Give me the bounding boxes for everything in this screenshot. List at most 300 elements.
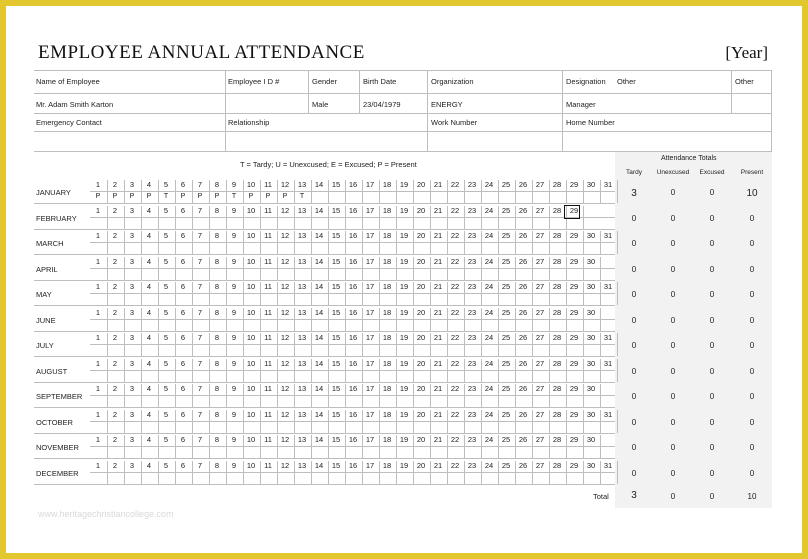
day-number: 23 <box>467 180 477 189</box>
day-number: 15 <box>331 231 341 240</box>
day-number: 13 <box>297 282 307 291</box>
day-number: 27 <box>535 231 545 240</box>
row-divider <box>90 268 615 269</box>
day-number: 9 <box>231 435 237 444</box>
month-total-excused: 0 <box>709 443 715 452</box>
day-number: 23 <box>467 282 477 291</box>
day-number: 9 <box>231 231 237 240</box>
attendance-legend: T = Tardy; U = Unexcused; E = Excused; P = Present <box>240 160 417 169</box>
attendance-cell[interactable]: P <box>180 193 186 200</box>
day-number: 5 <box>163 231 169 240</box>
day-number: 15 <box>331 256 341 266</box>
day-number: 19 <box>399 282 409 291</box>
day-number: 30 <box>586 333 596 342</box>
day-number: 12 <box>280 282 290 291</box>
day-number: 10 <box>246 205 256 215</box>
attendance-cell[interactable]: P <box>112 193 118 200</box>
birth-date-value[interactable]: 23/04/1979 <box>363 100 401 109</box>
day-number: 20 <box>416 435 426 444</box>
day-number: 8 <box>214 180 220 189</box>
organization-value[interactable]: ENERGY <box>431 100 463 109</box>
attendance-cell[interactable]: P <box>146 193 152 200</box>
row-divider <box>34 203 615 204</box>
row-divider <box>90 293 615 294</box>
month-total-excused: 0 <box>709 264 715 274</box>
day-number: 2 <box>112 333 118 342</box>
day-number: 9 <box>231 256 237 266</box>
day-number: 24 <box>484 333 494 342</box>
day-number: 11 <box>264 333 272 342</box>
day-number: 26 <box>518 205 528 215</box>
day-number: 12 <box>280 358 290 368</box>
month-total-unexcused: 0 <box>670 468 676 478</box>
day-number: 24 <box>484 282 494 291</box>
day-number: 24 <box>484 231 494 240</box>
day-number: 14 <box>314 358 324 368</box>
day-number: 6 <box>180 231 186 240</box>
day-number: 30 <box>586 307 596 317</box>
attendance-cell[interactable]: T <box>299 193 305 200</box>
day-number: 4 <box>146 435 152 444</box>
attendance-cell[interactable]: P <box>265 193 271 200</box>
day-number: 21 <box>433 231 443 240</box>
year-field[interactable]: [Year] <box>725 43 768 62</box>
day-number: 22 <box>450 282 460 291</box>
month-total-tardy: 0 <box>631 366 637 376</box>
day-number: 25 <box>501 282 511 291</box>
total-unexcused: 0 <box>670 492 676 501</box>
day-number: 30 <box>586 435 596 444</box>
day-number: 18 <box>382 180 392 189</box>
day-number: 19 <box>399 333 409 342</box>
day-number: 26 <box>518 307 528 317</box>
day-number: 4 <box>146 256 152 266</box>
day-number: 23 <box>467 384 477 393</box>
day-number: 8 <box>214 231 220 240</box>
day-number: 7 <box>197 282 203 291</box>
month-total-tardy: 0 <box>631 468 637 478</box>
tardy-header: Tardy <box>626 169 642 176</box>
day-number: 8 <box>214 358 220 368</box>
month-total-excused: 0 <box>709 366 715 376</box>
month-label: MARCH <box>36 239 64 248</box>
day-number: 6 <box>180 333 186 342</box>
day-number: 27 <box>535 384 545 393</box>
day-number: 4 <box>146 231 152 240</box>
day-number: 10 <box>246 333 256 342</box>
month-total-tardy: 0 <box>631 443 637 452</box>
day-number: 8 <box>214 205 220 215</box>
day-number: 16 <box>348 384 358 393</box>
row-divider <box>90 319 615 320</box>
row-divider <box>90 446 615 447</box>
day-number: 1 <box>95 460 101 470</box>
month-total-present: 0 <box>749 443 755 452</box>
day-number: 23 <box>467 460 477 470</box>
cell-divider <box>600 257 601 280</box>
day-number: 10 <box>246 256 256 266</box>
day-number: 10 <box>246 435 256 444</box>
row-divider <box>90 242 615 243</box>
month-total-excused: 0 <box>709 315 715 325</box>
day-number: 21 <box>433 256 443 266</box>
day-number: 19 <box>399 307 409 317</box>
day-number: 12 <box>280 205 290 215</box>
day-number: 16 <box>348 205 358 215</box>
day-number: 16 <box>348 231 358 240</box>
day-number: 14 <box>314 180 324 189</box>
attendance-totals-panel <box>615 152 772 508</box>
day-number: 1 <box>95 435 101 444</box>
day-number: 29 <box>569 180 579 189</box>
unexcused-header: Unexcused <box>656 169 690 176</box>
day-number: 14 <box>314 231 324 240</box>
day-number: 14 <box>314 409 324 419</box>
day-number: 12 <box>280 409 290 419</box>
day-number: 22 <box>450 435 460 444</box>
month-total-excused: 0 <box>709 468 715 478</box>
attendance-cell[interactable]: P <box>214 193 220 200</box>
row-divider <box>34 229 615 230</box>
day-number: 20 <box>416 231 426 240</box>
month-total-unexcused: 0 <box>670 264 676 274</box>
day-number: 13 <box>297 231 307 240</box>
day-number: 8 <box>214 307 220 317</box>
day-number: 13 <box>297 409 307 419</box>
day-number: 15 <box>331 358 341 368</box>
day-number: 27 <box>535 180 545 189</box>
day-number: 5 <box>163 384 169 393</box>
day-number: 14 <box>314 460 324 470</box>
info-divider <box>34 131 772 132</box>
month-label: JUNE <box>36 315 56 325</box>
day-number: 15 <box>331 384 341 393</box>
day-number: 25 <box>501 435 511 444</box>
day-number: 1 <box>95 409 101 419</box>
day-number: 16 <box>348 333 358 342</box>
day-number: 18 <box>382 409 392 419</box>
day-number: 5 <box>163 205 169 215</box>
day-number: 29 <box>569 307 579 317</box>
day-number: 10 <box>246 460 256 470</box>
row-divider <box>34 458 615 459</box>
day-number: 12 <box>280 256 290 266</box>
month-total-unexcused: 0 <box>670 315 676 325</box>
day-number: 2 <box>112 307 118 317</box>
day-number: 24 <box>484 307 494 317</box>
day-number: 11 <box>264 282 272 291</box>
total-label: Total <box>593 492 609 501</box>
day-number: 4 <box>146 409 152 419</box>
gender-value[interactable]: Male <box>312 100 329 109</box>
work-number-label: Work Number <box>431 118 478 127</box>
day-number: 26 <box>518 435 528 444</box>
month-total-present: 0 <box>749 417 755 427</box>
day-number: 16 <box>348 409 358 419</box>
day-number: 3 <box>129 282 135 291</box>
day-number: 5 <box>163 333 169 342</box>
day-number: 15 <box>331 180 341 189</box>
day-number: 3 <box>129 333 135 342</box>
day-number: 28 <box>552 256 562 266</box>
row-divider <box>90 191 615 192</box>
day-number: 7 <box>197 307 203 317</box>
day-number: 6 <box>180 180 186 189</box>
designation-value[interactable]: Manager <box>566 100 596 109</box>
attendance-cell[interactable]: T <box>231 193 237 200</box>
day-number: 4 <box>146 282 152 291</box>
day-number: 14 <box>314 384 324 393</box>
attendance-cell[interactable]: T <box>163 193 169 200</box>
day-number: 2 <box>112 409 118 419</box>
day-number: 28 <box>552 384 562 393</box>
day-number: 6 <box>180 256 186 266</box>
total-excused: 0 <box>709 492 715 501</box>
day-number: 15 <box>331 282 341 291</box>
row-divider <box>90 344 615 345</box>
day-number: 16 <box>348 358 358 368</box>
day-number: 24 <box>484 180 494 189</box>
home-number-label: Home Number <box>566 118 615 127</box>
day-number: 18 <box>382 435 392 444</box>
employee-name-value[interactable]: Mr. Adam Smith Karton <box>36 100 114 109</box>
month-total-unexcused: 0 <box>670 213 676 223</box>
day-number: 14 <box>314 333 324 342</box>
info-divider <box>427 70 428 151</box>
cell-divider <box>600 435 601 458</box>
day-number: 21 <box>433 333 443 342</box>
day-number: 2 <box>112 205 118 215</box>
day-number: 28 <box>552 282 562 291</box>
day-number: 15 <box>331 460 341 470</box>
day-number: 27 <box>535 282 545 291</box>
day-number: 25 <box>501 333 511 342</box>
month-total-tardy: 0 <box>631 417 637 427</box>
day-number: 24 <box>484 384 494 393</box>
day-number: 9 <box>231 384 237 393</box>
day-number: 15 <box>331 435 341 444</box>
other-label: Other <box>617 77 636 86</box>
month-total-tardy: 0 <box>631 213 637 223</box>
day-number: 22 <box>450 358 460 368</box>
day-number: 30 <box>586 256 596 266</box>
month-label: AUGUST <box>36 366 68 376</box>
month-label: NOVEMBER <box>36 443 79 452</box>
day-number: 22 <box>450 409 460 419</box>
day-number: 14 <box>314 307 324 317</box>
day-number: 11 <box>264 409 272 419</box>
day-number: 11 <box>264 180 272 189</box>
day-number: 16 <box>348 460 358 470</box>
day-number: 26 <box>518 180 528 189</box>
day-number: 1 <box>95 231 101 240</box>
page-title: EMPLOYEE ANNUAL ATTENDANCE <box>38 42 365 63</box>
day-number: 30 <box>586 282 596 291</box>
day-number: 29 <box>569 435 579 444</box>
day-number: 29 <box>569 384 579 393</box>
day-number: 12 <box>280 384 290 393</box>
day-number: 17 <box>365 435 375 444</box>
row-divider <box>90 217 615 218</box>
day-number: 22 <box>450 333 460 342</box>
birth-date-label: Birth Date <box>363 77 397 86</box>
day-number: 6 <box>180 384 186 393</box>
day-number: 11 <box>264 205 272 215</box>
day-number: 19 <box>399 409 409 419</box>
day-number: 18 <box>382 205 392 215</box>
day-number: 22 <box>450 256 460 266</box>
day-number: 9 <box>231 409 237 419</box>
day-number: 31 <box>603 231 613 240</box>
day-number: 18 <box>382 384 392 393</box>
month-total-present: 0 <box>749 392 755 401</box>
day-number: 25 <box>501 180 511 189</box>
info-divider <box>308 70 309 113</box>
employee-id-label: Employee I D # <box>228 77 280 86</box>
month-label: OCTOBER <box>36 417 73 427</box>
day-number: 15 <box>331 409 341 419</box>
day-number: 25 <box>501 205 511 215</box>
selected-cell[interactable] <box>564 205 580 219</box>
day-number: 24 <box>484 409 494 419</box>
day-number: 17 <box>365 282 375 291</box>
employee-name-label: Name of Employee <box>36 77 100 86</box>
emergency-contact-label: Emergency Contact <box>36 118 102 127</box>
day-number: 16 <box>348 256 358 266</box>
day-number: 25 <box>501 409 511 419</box>
day-number: 17 <box>365 358 375 368</box>
day-number: 3 <box>129 358 135 368</box>
day-number: 10 <box>246 384 256 393</box>
day-number: 1 <box>95 256 101 266</box>
day-number: 31 <box>603 282 613 291</box>
month-label: JULY <box>36 341 54 350</box>
day-number: 1 <box>95 205 101 215</box>
day-number: 16 <box>348 282 358 291</box>
day-number: 26 <box>518 333 528 342</box>
attendance-cell[interactable]: P <box>129 193 135 200</box>
gender-label: Gender <box>312 77 338 86</box>
day-number: 13 <box>297 333 307 342</box>
relationship-label: Relationship <box>228 118 270 127</box>
info-divider <box>225 70 226 151</box>
day-number: 28 <box>552 231 562 240</box>
day-number: 26 <box>518 256 528 266</box>
day-number: 11 <box>264 460 272 470</box>
day-number: 9 <box>231 205 237 215</box>
month-label: SEPTEMBER <box>36 392 83 401</box>
day-number: 19 <box>399 256 409 266</box>
day-number: 19 <box>399 358 409 368</box>
day-number: 28 <box>552 358 562 368</box>
day-number: 22 <box>450 205 460 215</box>
day-number: 17 <box>365 231 375 240</box>
day-number: 18 <box>382 307 392 317</box>
day-number: 24 <box>484 435 494 444</box>
day-number: 21 <box>433 409 443 419</box>
day-number: 7 <box>197 231 203 240</box>
attendance-cell[interactable]: P <box>197 193 203 200</box>
day-number: 13 <box>297 435 307 444</box>
day-number: 28 <box>552 307 562 317</box>
day-number: 26 <box>518 358 528 368</box>
day-number: 6 <box>180 282 186 291</box>
row-divider <box>90 395 615 396</box>
info-divider <box>34 70 772 71</box>
day-number: 22 <box>450 460 460 470</box>
day-number: 23 <box>467 409 477 419</box>
day-number: 8 <box>214 435 220 444</box>
day-number: 2 <box>112 180 118 189</box>
month-total-present: 0 <box>749 468 755 478</box>
day-number: 2 <box>112 231 118 240</box>
day-number: 8 <box>214 460 220 470</box>
month-total-unexcused: 0 <box>670 392 676 401</box>
cell-divider <box>583 206 584 229</box>
month-total-present: 0 <box>749 239 755 248</box>
day-number: 21 <box>433 384 443 393</box>
day-number: 26 <box>518 282 528 291</box>
day-number: 17 <box>365 384 375 393</box>
attendance-cell[interactable]: P <box>95 193 101 200</box>
day-number: 25 <box>501 358 511 368</box>
month-total-present: 0 <box>749 264 755 274</box>
day-number: 30 <box>586 180 596 189</box>
day-number: 11 <box>264 384 272 393</box>
day-number: 10 <box>246 409 256 419</box>
day-number: 20 <box>416 307 426 317</box>
day-number: 9 <box>231 307 237 317</box>
day-number: 29 <box>569 358 579 368</box>
day-number: 27 <box>535 307 545 317</box>
day-number: 11 <box>264 231 272 240</box>
month-total-tardy: 0 <box>631 290 637 299</box>
row-divider <box>34 407 615 408</box>
day-number: 6 <box>180 205 186 215</box>
day-number: 1 <box>95 307 101 317</box>
day-number: 5 <box>163 460 169 470</box>
day-number: 13 <box>297 384 307 393</box>
day-number: 6 <box>180 409 186 419</box>
total-tardy: 3 <box>631 490 637 501</box>
month-total-excused: 0 <box>709 341 715 350</box>
row-divider <box>34 484 615 485</box>
day-number: 6 <box>180 358 186 368</box>
month-label: DECEMBER <box>36 468 79 478</box>
info-divider <box>771 70 772 151</box>
day-number: 18 <box>382 231 392 240</box>
day-number: 24 <box>484 205 494 215</box>
day-number: 13 <box>297 180 307 189</box>
day-number: 10 <box>246 180 256 189</box>
attendance-cell[interactable]: P <box>282 193 288 200</box>
day-number: 4 <box>146 180 152 189</box>
day-number: 3 <box>129 409 135 419</box>
day-number: 18 <box>382 358 392 368</box>
day-number: 5 <box>163 358 169 368</box>
day-number: 7 <box>197 333 203 342</box>
month-total-excused: 0 <box>709 392 715 401</box>
attendance-cell[interactable]: P <box>248 193 254 200</box>
day-number: 19 <box>399 460 409 470</box>
day-number: 3 <box>129 180 135 189</box>
day-number: 30 <box>586 384 596 393</box>
day-number: 14 <box>314 282 324 291</box>
cell-divider <box>600 308 601 331</box>
day-number: 14 <box>314 256 324 266</box>
day-number: 19 <box>399 180 409 189</box>
month-total-present: 0 <box>749 213 755 223</box>
